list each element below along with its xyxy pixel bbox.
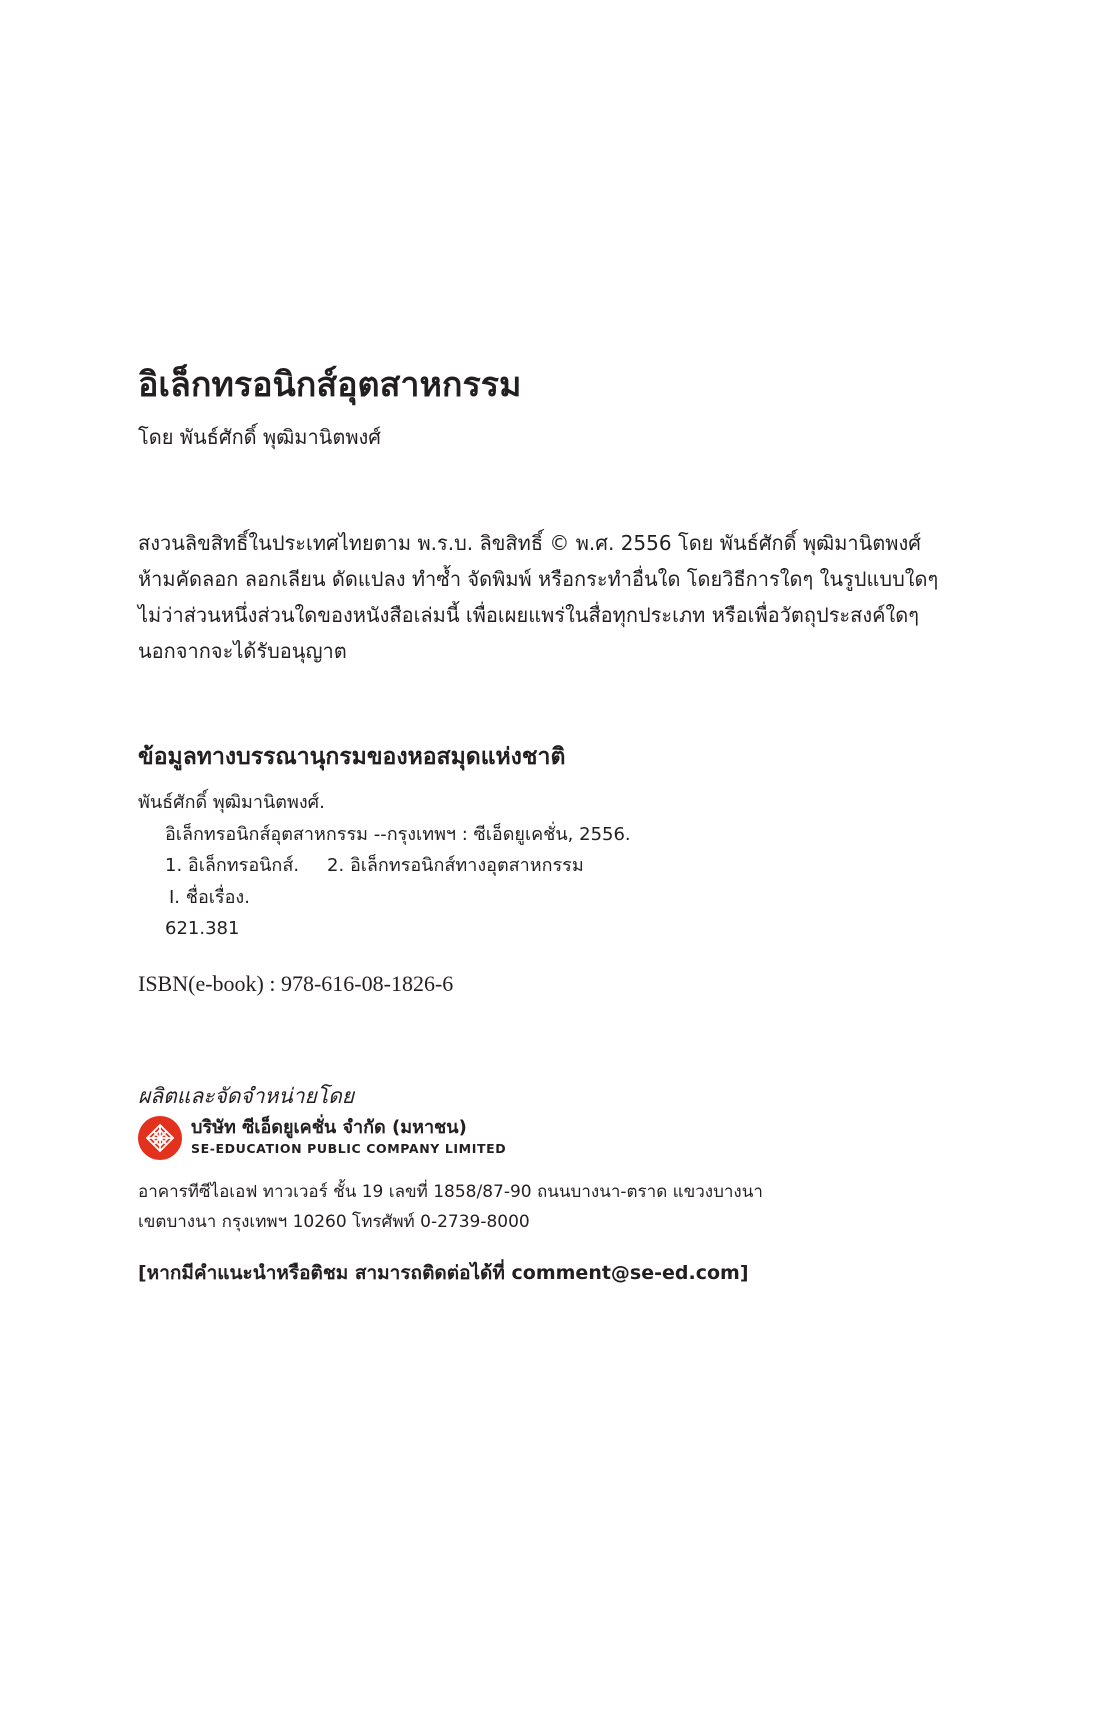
feedback-note: [หากมีคำแนะนำหรือติชม สามารถติดต่อได้ที่ comment@se-ed.com] [138, 1262, 749, 1284]
copyright-line: ไม่ว่าส่วนหนึ่งส่วนใดของหนังสือเล่มนี้ เพื่อเผยแพร่ในสื่อทุกประเภท หรือเพื่อวัตถุประสงค์ใดๆ [138, 603, 920, 627]
publisher-intro: ผลิตและจัดจำหน่ายโดย [138, 1084, 355, 1108]
cip-heading: ข้อมูลทางบรรณานุกรมของหอสมุดแห่งชาติ [138, 744, 566, 770]
publisher-name-thai: บริษัท ซีเอ็ดยูเคชั่น จำกัด (มหาชน) [191, 1117, 467, 1138]
author-line: โดย พันธ์ศักดิ์ พุฒิมานิตพงศ์ [138, 425, 381, 449]
copyright-line: สงวนลิขสิทธิ์ในประเทศไทยตาม พ.ร.บ. ลิขสิทธิ์ © พ.ศ. 2556 โดย พันธ์ศักดิ์ พุฒิมานิตพงศ์ [138, 531, 921, 555]
cip-author: พันธ์ศักดิ์ พุฒิมานิตพงศ์. [138, 792, 325, 813]
copyright-line: ห้ามคัดลอก ลอกเลียน ดัดแปลง ทำซ้ำ จัดพิมพ์ หรือกระทำอื่นใด โดยวิธีการใดๆ ในรูปแบบใดๆ [138, 567, 939, 591]
cip-title-entry: I. ชื่อเรื่อง. [169, 886, 250, 908]
copyright-line: นอกจากจะได้รับอนุญาต [138, 639, 347, 663]
address-line: อาคารทีซีไอเอฟ ทาวเวอร์ ชั้น 19 เลขที่ 1858/87-90 ถนนบางนา-ตราด แขวงบางนา [138, 1182, 763, 1202]
address-line: เขตบางนา กรุงเทพฯ 10260 โทรศัพท์ 0-2739-8000 [138, 1212, 530, 1232]
cip-subject: 1. อิเล็กทรอนิกส์. [165, 855, 300, 876]
publisher-address [138, 1177, 763, 1237]
cip-subject: 2. อิเล็กทรอนิกส์ทางอุตสาหกรรม [327, 855, 584, 876]
isbn: ISBN(e-book) : 978-616-08-1826-6 [138, 971, 454, 996]
book-title: อิเล็กทรอนิกส์อุตสาหกรรม [138, 365, 522, 405]
copyright-notice [138, 525, 938, 669]
se-ed-logo-icon [138, 1116, 182, 1160]
publisher-name-english: SE-EDUCATION PUBLIC COMPANY LIMITED [191, 1141, 507, 1156]
cip-title-line: อิเล็กทรอนิกส์อุตสาหกรรม --กรุงเทพฯ : ซีเอ็ดยูเคชั่น, 2556. [165, 823, 631, 845]
cip-record [138, 787, 631, 945]
cip-subjects [138, 850, 631, 882]
cip-classification: 621.381 [165, 918, 240, 939]
